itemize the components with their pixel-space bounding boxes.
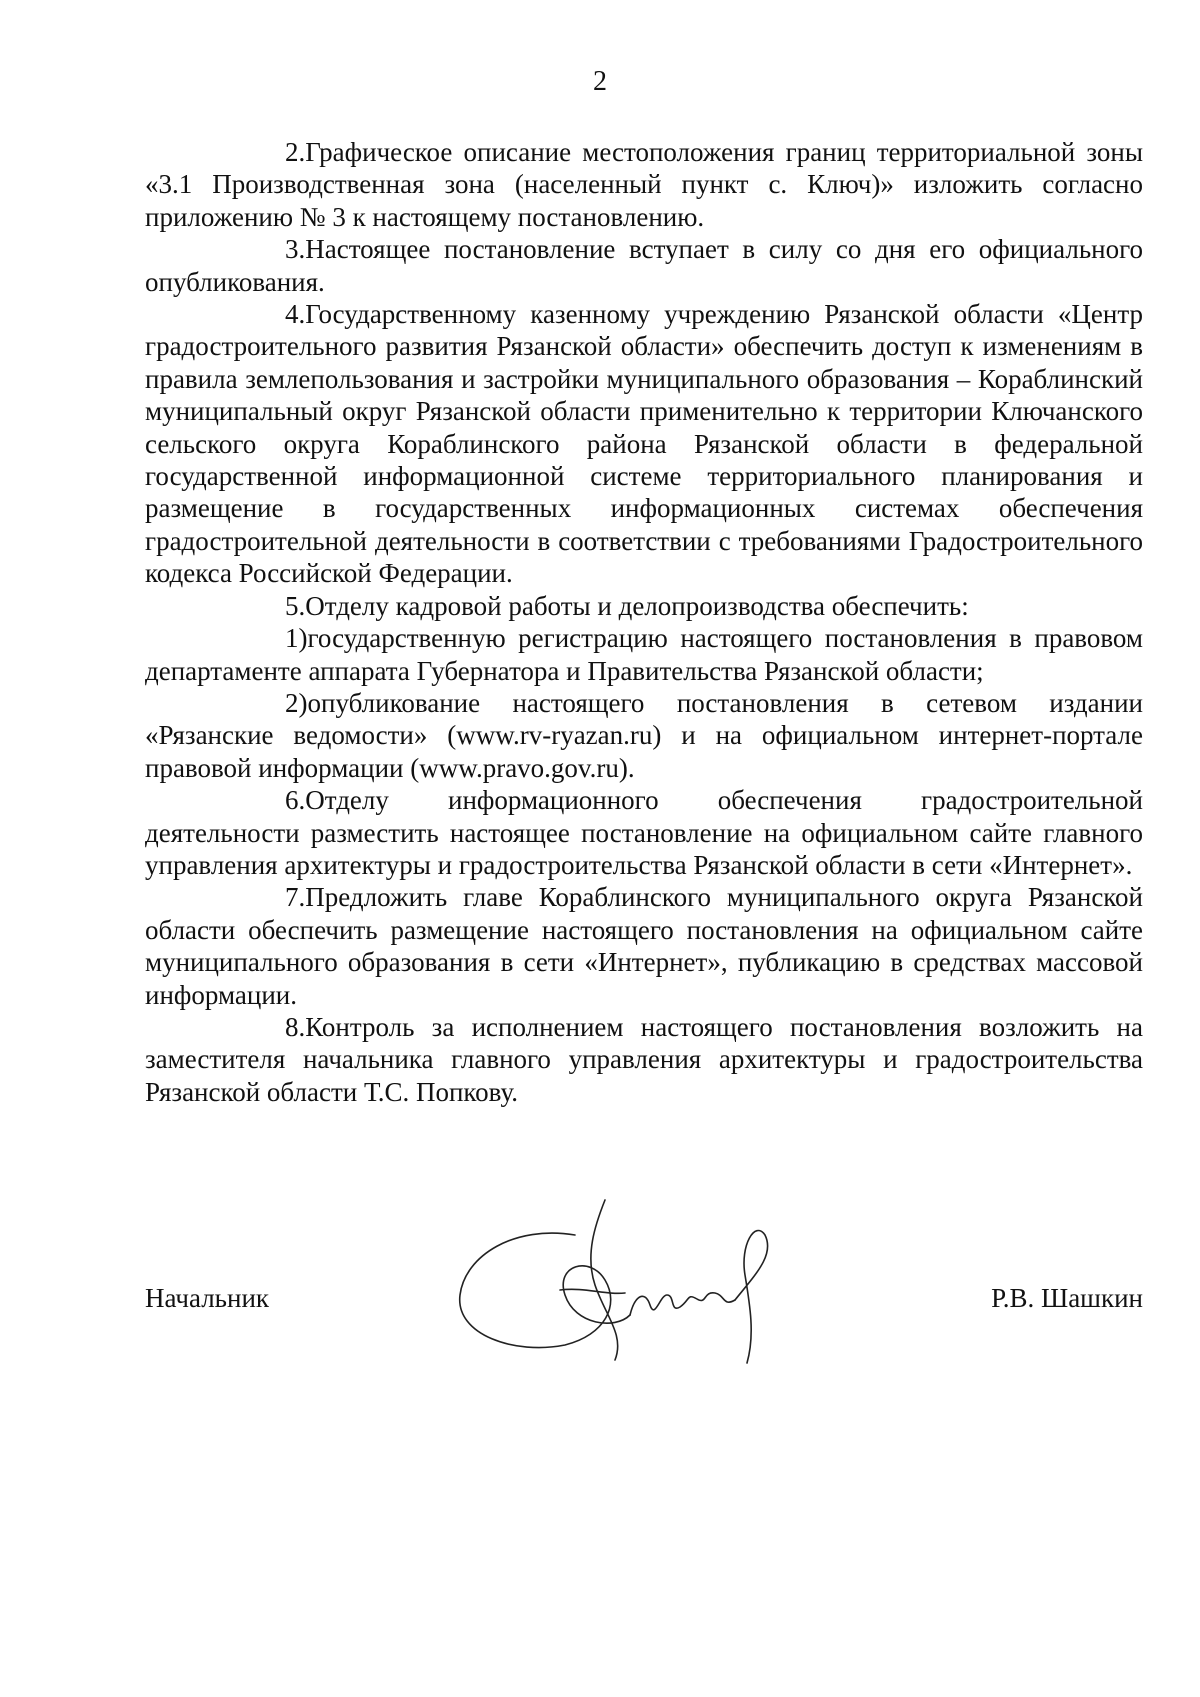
paragraph-4	[145, 298, 1143, 590]
paragraph-text: Контроль за исполнением настоящего постановления возложить на заместителя начальника главного управления архитектуры и градостроительства Рязанской области Т.С. Попкову.	[145, 1011, 1143, 1107]
paragraph-3	[145, 233, 1143, 298]
page-number: 2	[593, 66, 607, 97]
paragraph-7	[145, 881, 1143, 1011]
paragraph-text: опубликование настоящего постановления в сетевом издании «Рязанские ведомости» (www.rv-ryazan.ru) и на официальном интернет-портале правовой информации (www.pravo.gov.ru).	[145, 687, 1143, 783]
paragraph-text: Настоящее постановление вступает в силу со дня его официального опубликования.	[145, 234, 1143, 297]
paragraph-5-2	[145, 687, 1143, 784]
signer-name: Р.В. Шашкин	[991, 1283, 1143, 1313]
paragraph-number: 4.	[285, 299, 306, 330]
signer-position: Начальник	[145, 1283, 270, 1313]
paragraph-number: 7.	[285, 882, 306, 913]
paragraph-8	[145, 1011, 1143, 1108]
paragraph-2	[145, 136, 1143, 233]
paragraph-6	[145, 784, 1143, 881]
paragraph-number: 1)	[285, 623, 308, 654]
signature-block	[145, 1280, 1143, 1316]
paragraph-number: 8.	[285, 1011, 306, 1042]
paragraph-text: государственную регистрацию настоящего постановления в правовом департаменте аппарата Губернатора и Правительства Рязанской области;	[145, 623, 1143, 686]
paragraph-number: 6.	[285, 785, 306, 816]
paragraph-number: 5.	[285, 590, 306, 621]
paragraph-number: 2.	[285, 137, 306, 167]
paragraph-5	[145, 590, 1143, 622]
paragraph-text: Государственному казенному учреждению Рязанской области «Центр градостроительного развития Рязанской области» обеспечить доступ к изменениям в правила землепользования и застройки муниципального образования – Кораблинский муниципальный округ Рязанской области применительно к территории Ключанского сельского округа Кораблинского района Рязанской области в федеральной государственной информационной системе территориального планирования и размещение в государственных информационных системах обеспечения градостроительной деятельности в соответствии с требованиями Градостроительного кодекса Российской Федерации.	[145, 299, 1143, 589]
paragraph-text: Отделу информационного обеспечения градостроительной деятельности разместить настоящее постановление на официальном сайте главного управления архитектуры и градостроительства Рязанской области в сети «Интернет».	[145, 785, 1143, 880]
document-body	[145, 136, 1143, 1108]
paragraph-text: Графическое описание местоположения границ территориальной зоны «3.1 Производственная зона (населенный пункт с. Ключ)» изложить согласно приложению № 3 к настоящему постановлению.	[145, 137, 1143, 232]
paragraph-text: Предложить главе Кораблинского муниципального округа Рязанской области обеспечить размещение настоящего постановления на официальном сайте муниципального образования в сети «Интернет», публикацию в средствах массовой информации.	[145, 882, 1143, 1010]
paragraph-5-1	[145, 622, 1143, 687]
paragraph-number: 3.	[285, 234, 306, 265]
paragraph-number: 2)	[285, 687, 308, 718]
paragraph-text: Отделу кадровой работы и делопроизводства обеспечить:	[305, 590, 969, 621]
